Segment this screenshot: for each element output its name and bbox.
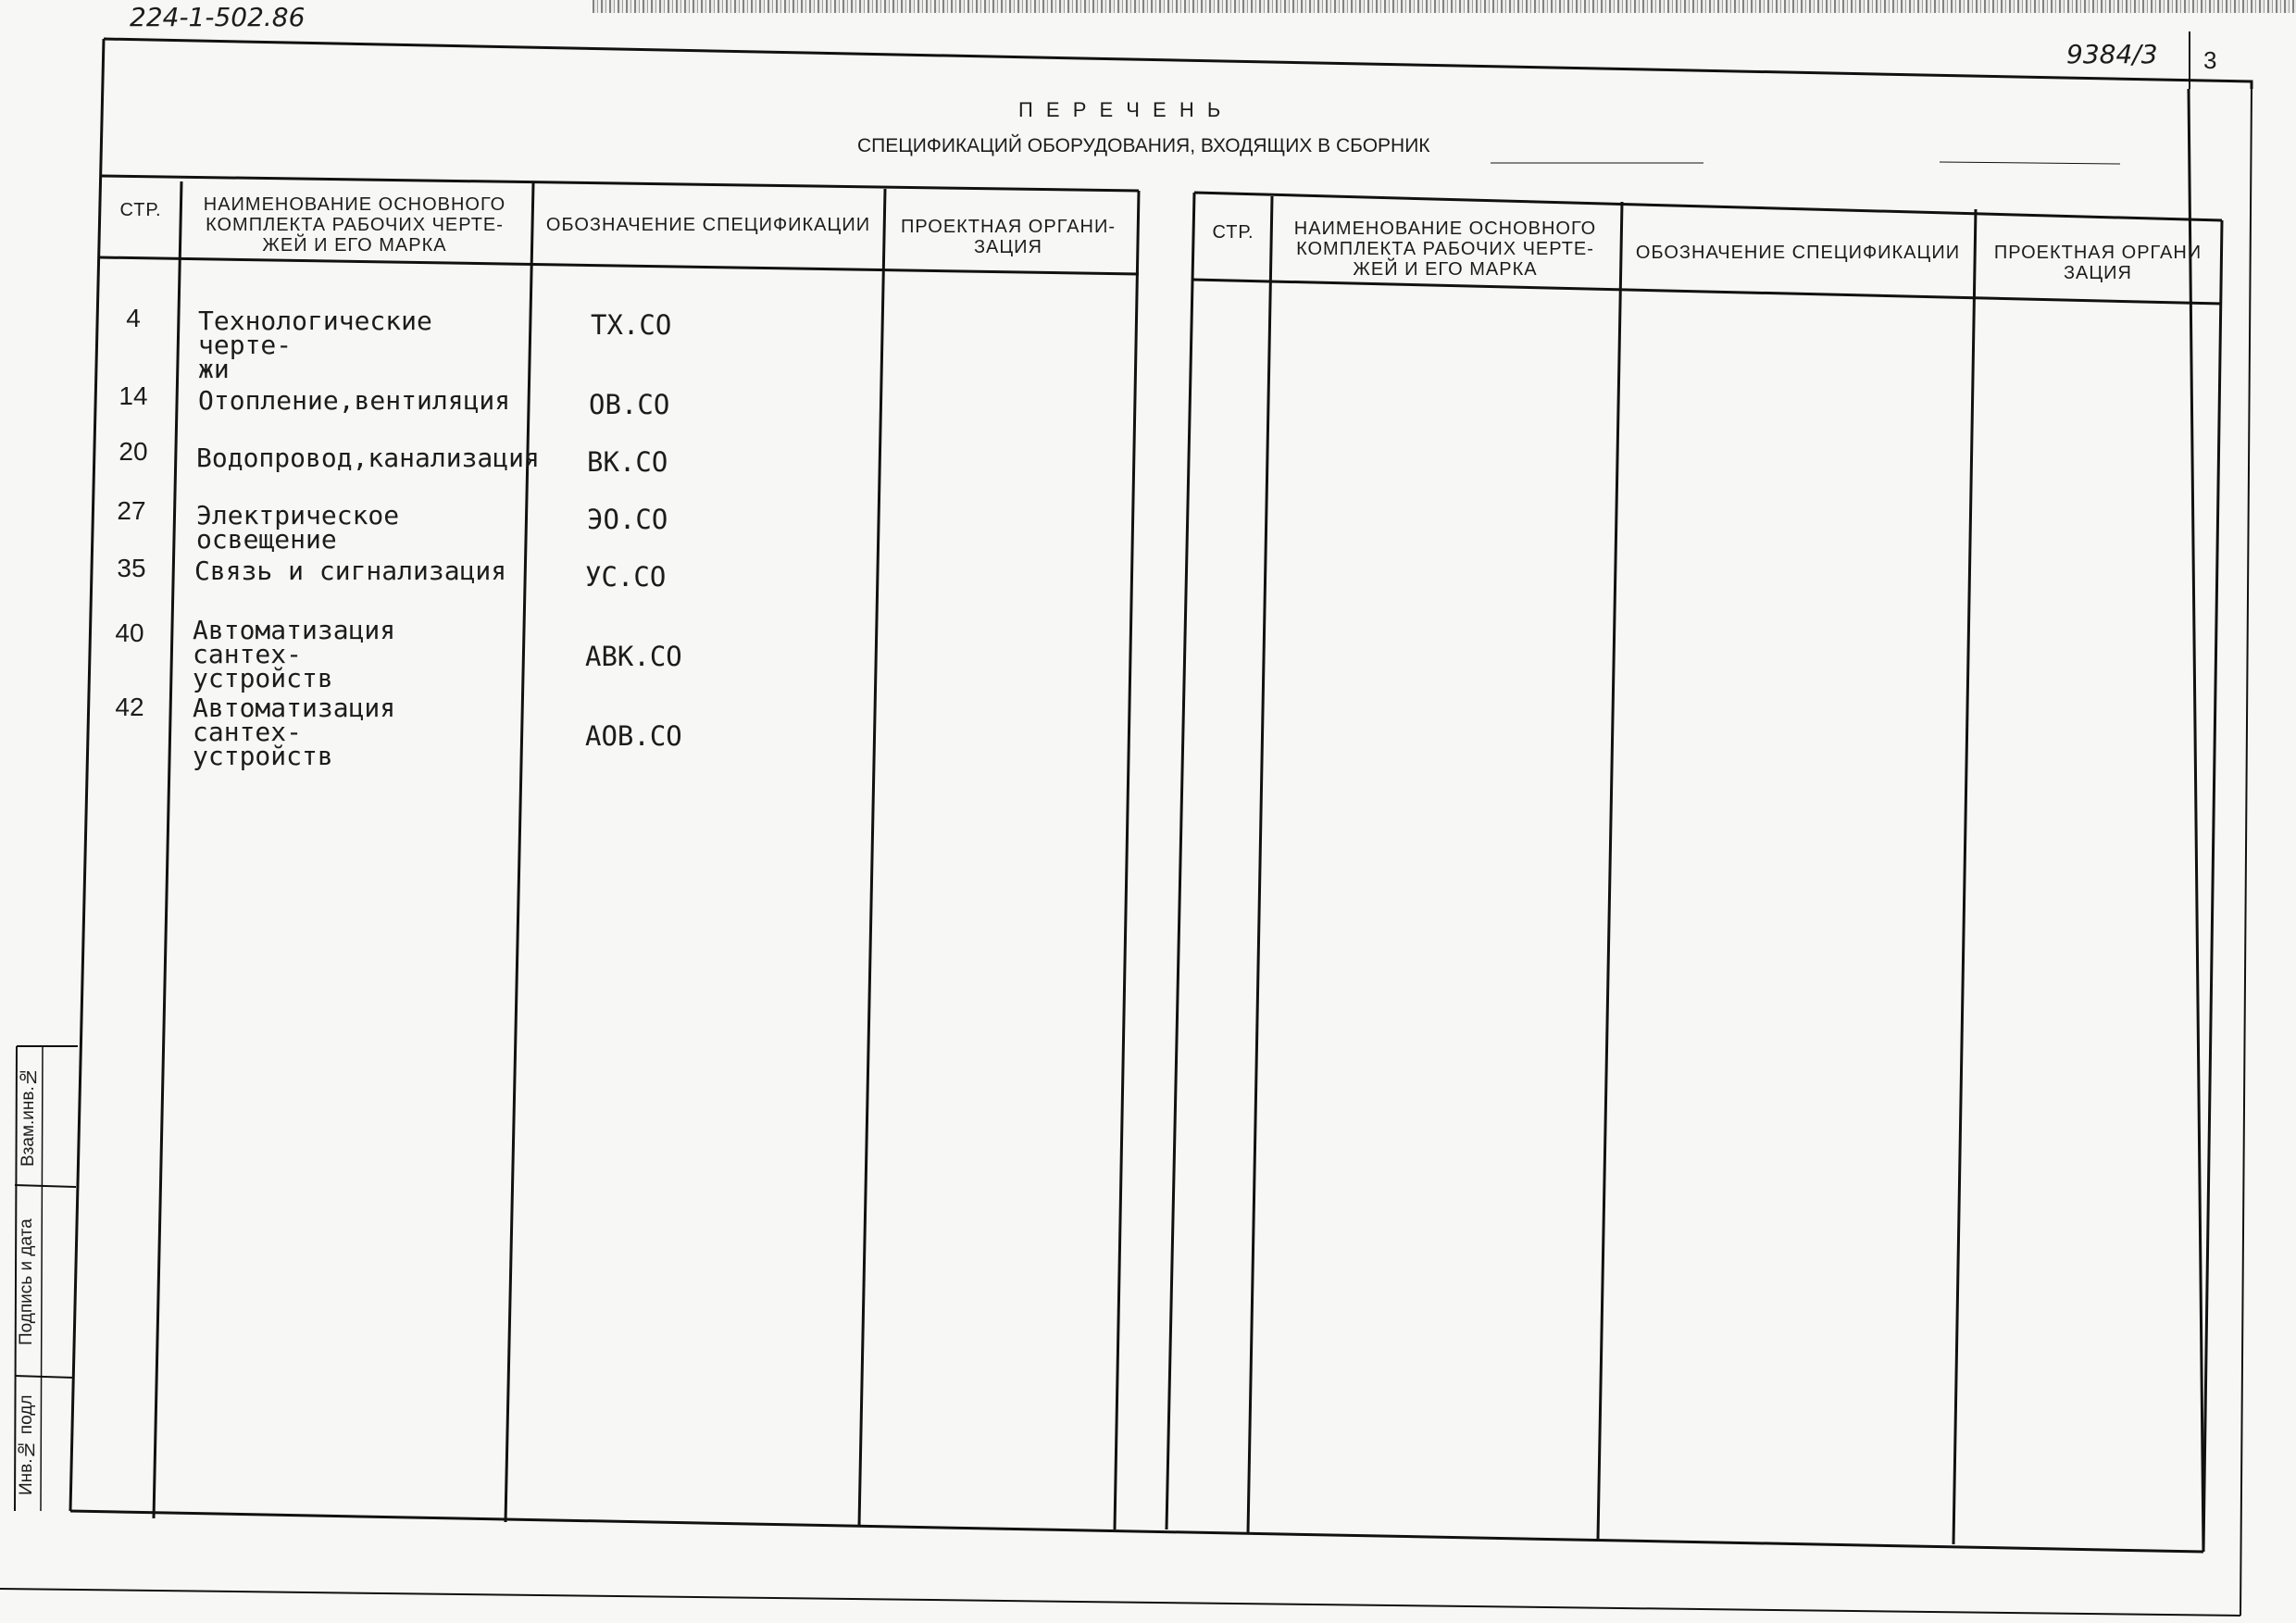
row-name: Отопление,вентиляция bbox=[198, 385, 511, 416]
row-page: 40 bbox=[115, 618, 144, 647]
document-code: 224-1-502.86 bbox=[130, 2, 306, 32]
row-page: 14 bbox=[119, 381, 148, 410]
sheet-reference: 9384/3 bbox=[2066, 39, 2158, 69]
row-name: Автоматизация сантех- устройств bbox=[193, 615, 396, 693]
row-code: УС.СО bbox=[585, 561, 667, 593]
row-page: 35 bbox=[117, 554, 146, 582]
row-page: 20 bbox=[119, 437, 148, 466]
left-header-page: СТР. bbox=[119, 200, 162, 220]
row-name: Электрическое освещение bbox=[196, 500, 400, 555]
row-code: ТХ.СО bbox=[591, 309, 672, 341]
right-header-page: СТР. bbox=[1212, 222, 1254, 243]
row-name: Технологические черте- жи bbox=[198, 306, 432, 384]
row-page: 42 bbox=[115, 693, 144, 721]
row-name: Водопровод,канализация bbox=[196, 443, 540, 473]
row-code: АОВ.СО bbox=[585, 720, 682, 752]
left-header-org: ПРОЕКТНАЯ ОРГАНИ- ЗАЦИЯ bbox=[900, 217, 1117, 257]
stamp-replace-inv: Взам.инв.№ bbox=[19, 1067, 38, 1167]
right-header-org: ПРОЕКТНАЯ ОРГАНИ ЗАЦИЯ bbox=[1993, 243, 2202, 283]
row-code: ОВ.СО bbox=[589, 389, 670, 420]
stamp-sign-date: Подпись и дата bbox=[17, 1218, 36, 1346]
sheet-number: 3 bbox=[2203, 46, 2217, 74]
stamp-inv-orig: Инв.№ подл bbox=[17, 1394, 36, 1496]
row-page: 27 bbox=[117, 496, 146, 525]
row-name: Автоматизация сантех- устройств bbox=[193, 693, 396, 771]
right-header-name: НАИМЕНОВАНИЕ ОСНОВНОГО КОМПЛЕКТА РАБОЧИХ ЧЕРТЕ- ЖЕЙ И ЕГО МАРКА bbox=[1293, 218, 1597, 280]
right-header-code: ОБОЗНАЧЕНИЕ СПЕЦИФИКАЦИИ bbox=[1635, 243, 1961, 263]
row-code: ЭО.СО bbox=[587, 504, 668, 535]
list-title: П Е Р Е Ч Е Н Ь bbox=[1018, 98, 1225, 121]
row-code: ВК.СО bbox=[587, 446, 668, 478]
left-header-name: НАИМЕНОВАНИЕ ОСНОВНОГО КОМПЛЕКТА РАБОЧИХ ЧЕРТЕ- ЖЕЙ И ЕГО МАРКА bbox=[203, 194, 506, 256]
row-code: АВК.СО bbox=[585, 641, 682, 672]
row-page: 4 bbox=[126, 304, 141, 332]
row-name: Связь и сигнализация bbox=[194, 556, 507, 586]
list-subtitle: СПЕЦИФИКАЦИЙ ОБОРУДОВАНИЯ, ВХОДЯЩИХ В СБОРНИК bbox=[857, 135, 1430, 156]
left-header-code: ОБОЗНАЧЕНИЕ СПЕЦИФИКАЦИИ bbox=[545, 215, 871, 235]
